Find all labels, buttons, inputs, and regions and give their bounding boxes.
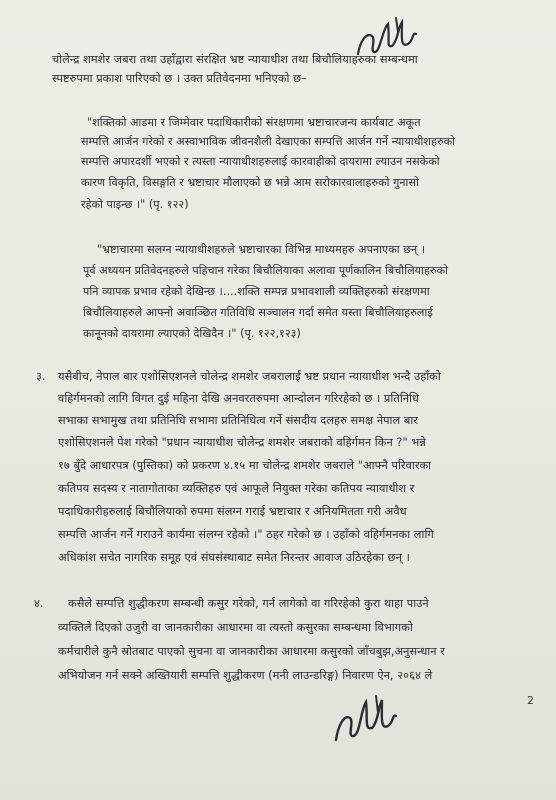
page-number: 2: [527, 694, 534, 707]
paragraph-line: अभियोजन गर्न सक्ने अख्तियारी सम्पत्ति शुद्धीकरण (मनी लाउन्डरिङ्ग) निवारण ऐन, २०६४ ले: [58, 669, 433, 682]
quote-line: सम्पत्ति आर्जन गरेको र अस्वाभाविक जीवनशैली देखाएका सम्पत्ति आर्जन गर्ने न्यायाधीशहरुको: [81, 135, 456, 148]
signature-bottom: [328, 690, 404, 748]
paragraph-line: यसैबीच, नेपाल बार एशोसिएशनले चोलेन्द्र शमशेर जबरालाई भ्रष्ट प्रधान न्यायाधीश भन्दै उहाँको: [58, 370, 441, 383]
paragraph-line: पदाधिकारीहरुलाई बिचौलियाको रुपमा संलग्न गराई भ्रष्टाचार र अनियमितता गरी अवैध: [58, 505, 407, 518]
paragraph-number: ४.: [34, 597, 44, 610]
quote-line: सम्पत्ति अपारदर्शी भएको र त्यस्ता न्यायाधीशहरुलाई कारवाहीको दायरामा ल्याउन नसकेको: [81, 155, 440, 168]
paragraph-line: कसैले सम्पत्ति शुद्धीकरण सम्बन्धी कसुर गरेको, गर्न लागेको वा गरिरहेको कुरा थाहा पाउने: [68, 597, 429, 610]
quote-line: पूर्व अध्ययन प्रतिवेदनहरुले पहिचान गरेका बिचौलियाका अलावा पूर्णकालिन बिचौलियाहरुको: [83, 264, 449, 277]
paragraph-line: कतिपय सदस्य र नातागोताका व्यक्तिहरु एवं आफूले नियुक्त गरेका कतिपय न्यायाधीश र: [58, 482, 415, 495]
paragraph-line: एशोसिएशनले पेश गरेको "प्रधान न्यायाधीश चोलेन्द्र शमशेर जबराको वहिर्गमन किन ?" भन्ने: [58, 436, 426, 449]
quote-line: "भ्रष्टाचारमा सलग्न न्यायाधीशहरुले भ्रष्टाचारका विभिन्न माध्यमहरु अपनाएका छन् ।: [97, 243, 426, 256]
paragraph-line: अधिकांश सचेत नागरिक समूह एवं संघसंस्थाबाट समेत निरन्तर आवाज उठिरहेका छन् ।: [58, 551, 410, 564]
quote-line: "शक्तिको आडमा र जिम्मेवार पदाधिकारीको संरक्षणमा भ्रष्टाचारजन्य कार्यबाट अकूत: [87, 116, 421, 129]
quote-line: बिचौलियाहरुले आफ्नो अवाञ्छित गतिविधि सञ्चालन गर्दा समेत यस्ता बिचौलियाहरुलाई: [83, 306, 433, 319]
quote-line: पनि व्यापक प्रभाव रहेको देखिन्छ ।....शक्ति सम्पन्न प्रभावशाली व्यक्तिहरुको संरक्षणमा: [83, 285, 430, 298]
intro-line: चोलेन्द्र शमशेर जबरा तथा उहाँद्वारा संरक्षित भ्रष्ट न्यायाधीश तथा बिचौलियाहरुका सम्बन्धमा: [52, 53, 418, 66]
quote-line: कानूनको दायरामा ल्याएको देखिदैन ।" (पृ. १२२,१२३): [83, 327, 301, 340]
paragraph-line: कर्मचारीले कुनै स्रोतबाट पाएको सुचना वा जानकारीका आधारमा कसुरको जाँचबुझ,अनुसन्धान र: [58, 645, 445, 658]
paragraph-line: १७ बुँदे आधारपत्र (पुस्तिका) को प्रकरण ४.१५ मा चोलेन्द्र शमशेर जबराले "आफ्नै परिवारका: [58, 459, 432, 472]
paragraph-line: सभाका सभामुख तथा प्रतिनिधि सभामा प्रतिनिधित्व गर्ने संसदीय दलहरु समक्ष नेपाल बार: [58, 414, 418, 427]
intro-line: स्पष्टरुपमा प्रकाश पारिएको छ । उक्त प्रतिवेदनमा भनिएको छ–: [52, 72, 307, 85]
paragraph-line: व्यक्तिले दिएको उजुरी वा जानकारीका आधारमा वा त्यस्तो कसुरका सम्बन्धमा विभागको: [58, 621, 413, 634]
quote-line: रहेको पाइन्छ ।" (पृ. १२२): [81, 198, 189, 211]
paragraph-number: ३.: [36, 370, 46, 383]
paragraph-line: सम्पत्ति आर्जन गर्ने गराउने कार्यमा संलग्न रहेको ।" ठहर गरेको छ । उहाँको वहिर्गमनका लागि: [58, 528, 434, 541]
quote-line: कारण विकृति, विसङ्गति र भ्रष्टाचार मौलाएको छ भन्ने आम सरोकारवालाहरुको गुनासो: [81, 176, 419, 189]
paragraph-line: वहिर्गमनको लागि विगत दुई महिना देखि अनवरतरुपमा आन्दोलन गरिरहेको छ । प्रतिनिधि: [58, 392, 419, 405]
